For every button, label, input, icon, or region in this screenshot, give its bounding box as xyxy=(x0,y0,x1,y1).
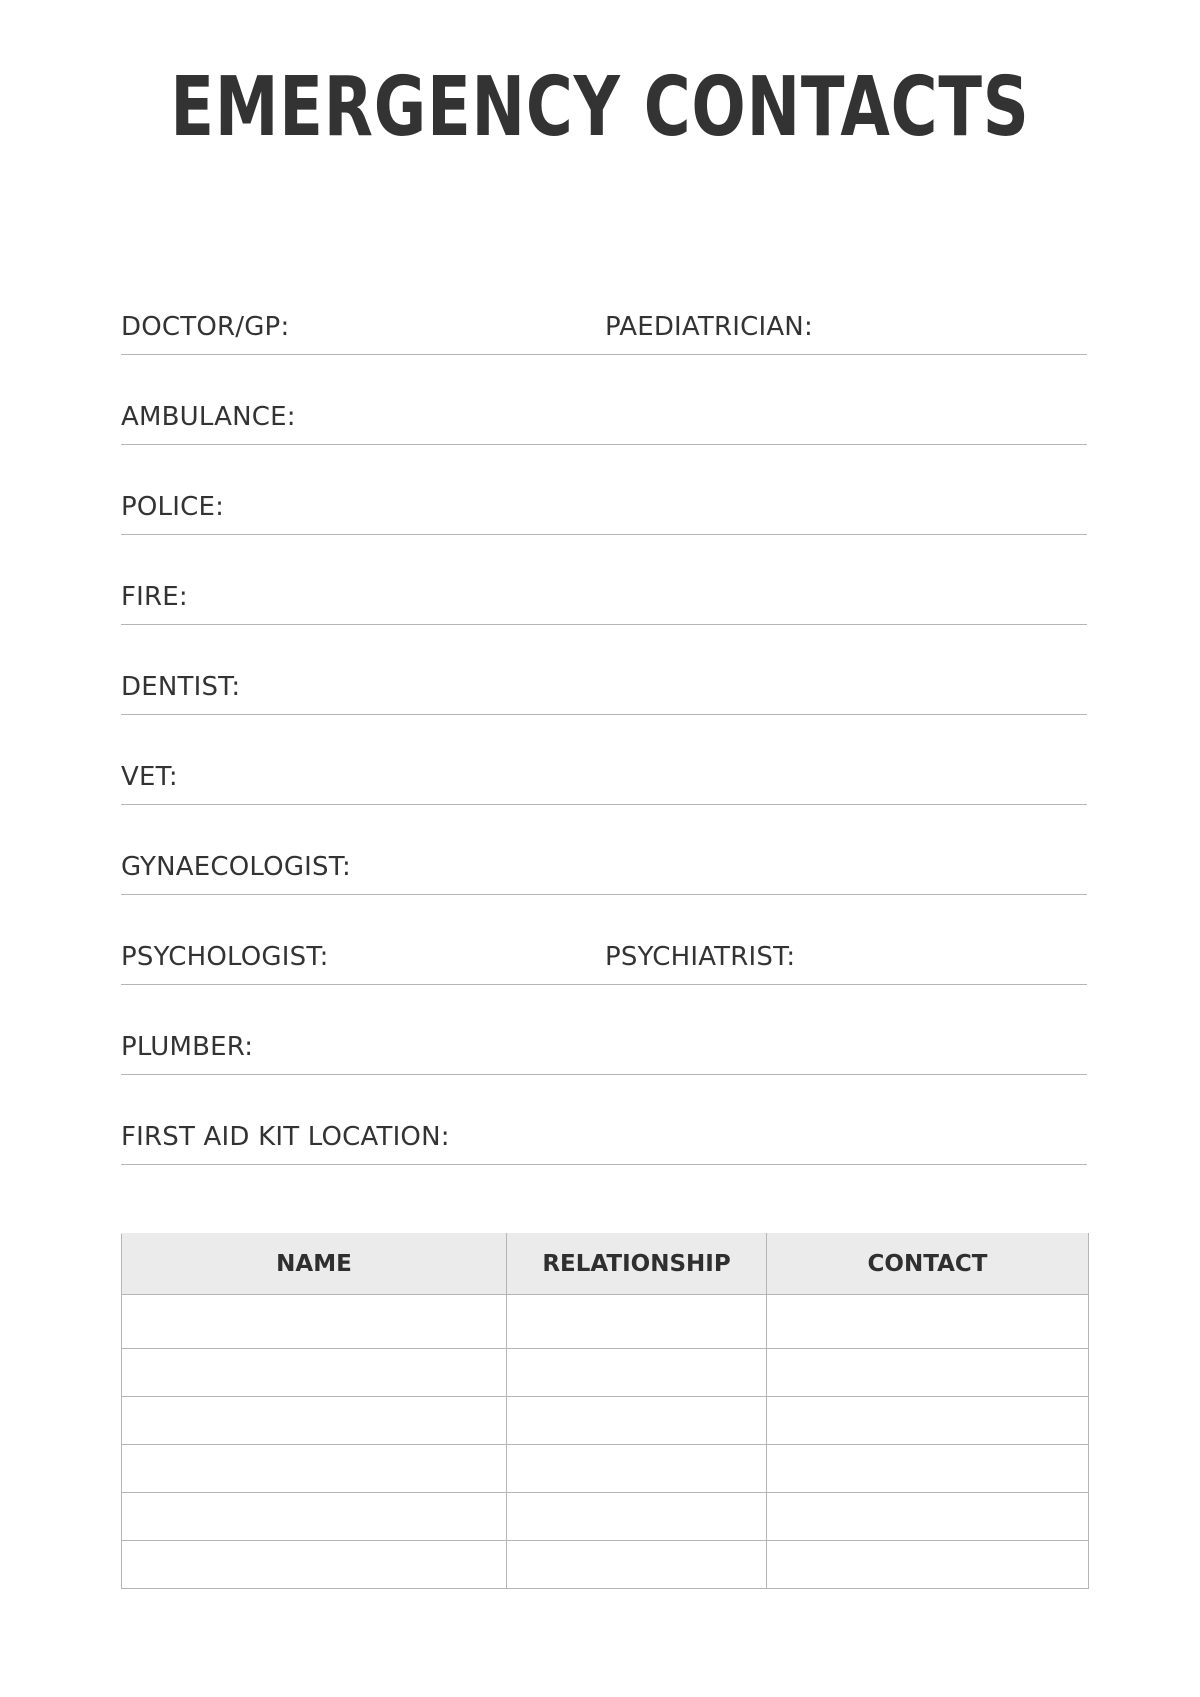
psychologist-psychiatrist-row[interactable] xyxy=(121,944,1087,985)
police-label: POLICE: xyxy=(121,492,225,522)
name-cell[interactable] xyxy=(122,1349,507,1397)
contact-cell[interactable] xyxy=(767,1349,1089,1397)
relationship-cell[interactable] xyxy=(507,1349,767,1397)
dentist-label: DENTIST: xyxy=(121,672,241,702)
vet-label: VET: xyxy=(121,762,178,792)
ambulance-row[interactable] xyxy=(121,404,1087,445)
name-cell[interactable] xyxy=(122,1295,507,1349)
relationship-cell[interactable] xyxy=(507,1493,767,1541)
contact-cell[interactable] xyxy=(767,1493,1089,1541)
plumber-label: PLUMBER: xyxy=(121,1032,254,1062)
contact-cell[interactable] xyxy=(767,1295,1089,1349)
first-aid-kit-location-row[interactable] xyxy=(121,1124,1087,1165)
relationship-cell[interactable] xyxy=(507,1295,767,1349)
name-cell[interactable] xyxy=(122,1445,507,1493)
dentist-row[interactable] xyxy=(121,674,1087,715)
ambulance-label: AMBULANCE: xyxy=(121,402,296,432)
emergency-contacts-table xyxy=(121,1233,1089,1589)
gynaecologist-label: GYNAECOLOGIST: xyxy=(121,852,351,882)
fire-label: FIRE: xyxy=(121,582,188,612)
police-row[interactable] xyxy=(121,494,1087,535)
paediatrician-label: PAEDIATRICIAN: xyxy=(605,312,813,342)
table-row xyxy=(122,1397,1089,1445)
fire-row[interactable] xyxy=(121,584,1087,625)
table-header-row xyxy=(122,1234,1089,1295)
relationship-column-header: RELATIONSHIP xyxy=(507,1234,767,1295)
psychiatrist-label: PSYCHIATRIST: xyxy=(605,942,796,972)
contact-cell[interactable] xyxy=(767,1445,1089,1493)
contact-cell[interactable] xyxy=(767,1397,1089,1445)
vet-row[interactable] xyxy=(121,764,1087,805)
psychologist-label: PSYCHOLOGIST: xyxy=(121,942,329,972)
relationship-cell[interactable] xyxy=(507,1397,767,1445)
page-title: EMERGENCY CONTACTS xyxy=(170,60,1030,155)
first-aid-kit-location-label: FIRST AID KIT LOCATION: xyxy=(121,1122,450,1152)
contact-column-header: CONTACT xyxy=(767,1234,1089,1295)
name-column-header: NAME xyxy=(122,1234,507,1295)
table-row xyxy=(122,1295,1089,1349)
name-cell[interactable] xyxy=(122,1493,507,1541)
table-row xyxy=(122,1445,1089,1493)
relationship-cell[interactable] xyxy=(507,1445,767,1493)
plumber-row[interactable] xyxy=(121,1034,1087,1075)
doctor-gp-label: DOCTOR/GP: xyxy=(121,312,290,342)
table-row xyxy=(122,1541,1089,1589)
doctor-paediatrician-row[interactable] xyxy=(121,314,1087,355)
gynaecologist-row[interactable] xyxy=(121,854,1087,895)
contact-cell[interactable] xyxy=(767,1541,1089,1589)
name-cell[interactable] xyxy=(122,1541,507,1589)
relationship-cell[interactable] xyxy=(507,1541,767,1589)
table-row xyxy=(122,1493,1089,1541)
table-row xyxy=(122,1349,1089,1397)
name-cell[interactable] xyxy=(122,1397,507,1445)
